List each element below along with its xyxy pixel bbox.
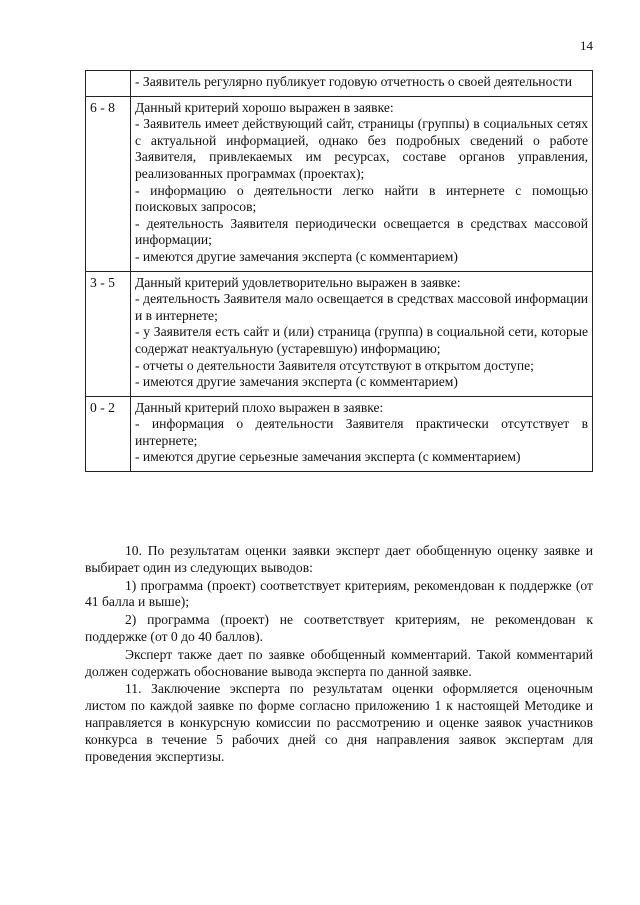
table-row xyxy=(86,71,593,97)
page-number: 14 xyxy=(580,38,593,53)
criterion-line: - деятельность Заявителя мало освещается в средствах массовой информации и в интернете; xyxy=(135,291,588,323)
description-cell xyxy=(131,96,593,271)
score-cell: 0 - 2 xyxy=(86,396,131,471)
criterion-line: - у Заявителя есть сайт и (или) страница (группа) в социальной сети, которые содержат неактуальную (устаревшую) информацию; xyxy=(135,324,588,356)
table-row xyxy=(86,396,593,471)
description-cell xyxy=(131,271,593,396)
criterion-line: - отчеты о деятельности Заявителя отсутствуют в открытом доступе; xyxy=(135,357,534,373)
table-row xyxy=(86,271,593,396)
criterion-line: - имеются другие замечания эксперта (с комментарием) xyxy=(135,248,458,264)
criterion-line: - информация о деятельности Заявителя практически отсутствует в интернете; xyxy=(135,416,588,448)
body-text xyxy=(85,543,593,766)
paragraph: 10. По результатам оценки заявки эксперт дает обобщенную оценку заявке и выбирает один из следующих выводов: xyxy=(85,543,593,575)
paragraph: Эксперт также дает по заявке обобщенный комментарий. Такой комментарий должен содержать обоснование вывода эксперта по данной заявке. xyxy=(85,646,593,679)
description-cell xyxy=(131,396,593,471)
criterion-line: - Заявитель регулярно публикует годовую отчетность о своей деятельности xyxy=(135,74,572,89)
description-cell xyxy=(131,71,593,97)
criterion-heading: Данный критерий плохо выражен в заявке: xyxy=(135,399,384,415)
table-row xyxy=(86,96,593,271)
score-cell: 6 - 8 xyxy=(86,96,131,271)
criterion-heading: Данный критерий удовлетворительно выражен в заявке: xyxy=(135,274,461,290)
criterion-line: - Заявитель имеет действующий сайт, страницы (группы) в социальных сетях с актуальной информацией, однако без подробных сведений о работе Заявителя, привлекаемых им ресурсах, составе органов управления, реализованных программах (проектах); xyxy=(135,116,588,181)
paragraph: 1) программа (проект) соответствует критериям, рекомендован к поддержке (от 41 балла и выше); xyxy=(85,577,593,610)
criterion-heading: Данный критерий хорошо выражен в заявке: xyxy=(135,99,394,115)
score-cell: 3 - 5 xyxy=(86,271,131,396)
paragraph: 11. Заключение эксперта по результатам оценки оформляется оценочным листом по каждой заявке по форме согласно приложению 1 к настоящей Методике и направляется в конкурсную комиссии по рассмотрению и оценке заявок участников конкурса в течение 5 рабочих дней со дня направления заявок экспертам для проведения экспертизы. xyxy=(85,681,593,764)
paragraph: 2) программа (проект) не соответствует критериям, не рекомендован к поддержке (от 0 до 40 баллов). xyxy=(85,612,593,644)
criterion-line: - деятельность Заявителя периодически освещается в средствах массовой информации; xyxy=(135,215,588,248)
score-cell xyxy=(86,71,131,97)
criteria-table xyxy=(85,70,593,472)
criterion-line: - имеются другие серьезные замечания эксперта (с комментарием) xyxy=(135,449,521,465)
criterion-line: - информацию о деятельности легко найти в интернете с помощью поисковых запросов; xyxy=(135,182,588,215)
criterion-line: - имеются другие замечания эксперта (с комментарием) xyxy=(135,374,458,390)
